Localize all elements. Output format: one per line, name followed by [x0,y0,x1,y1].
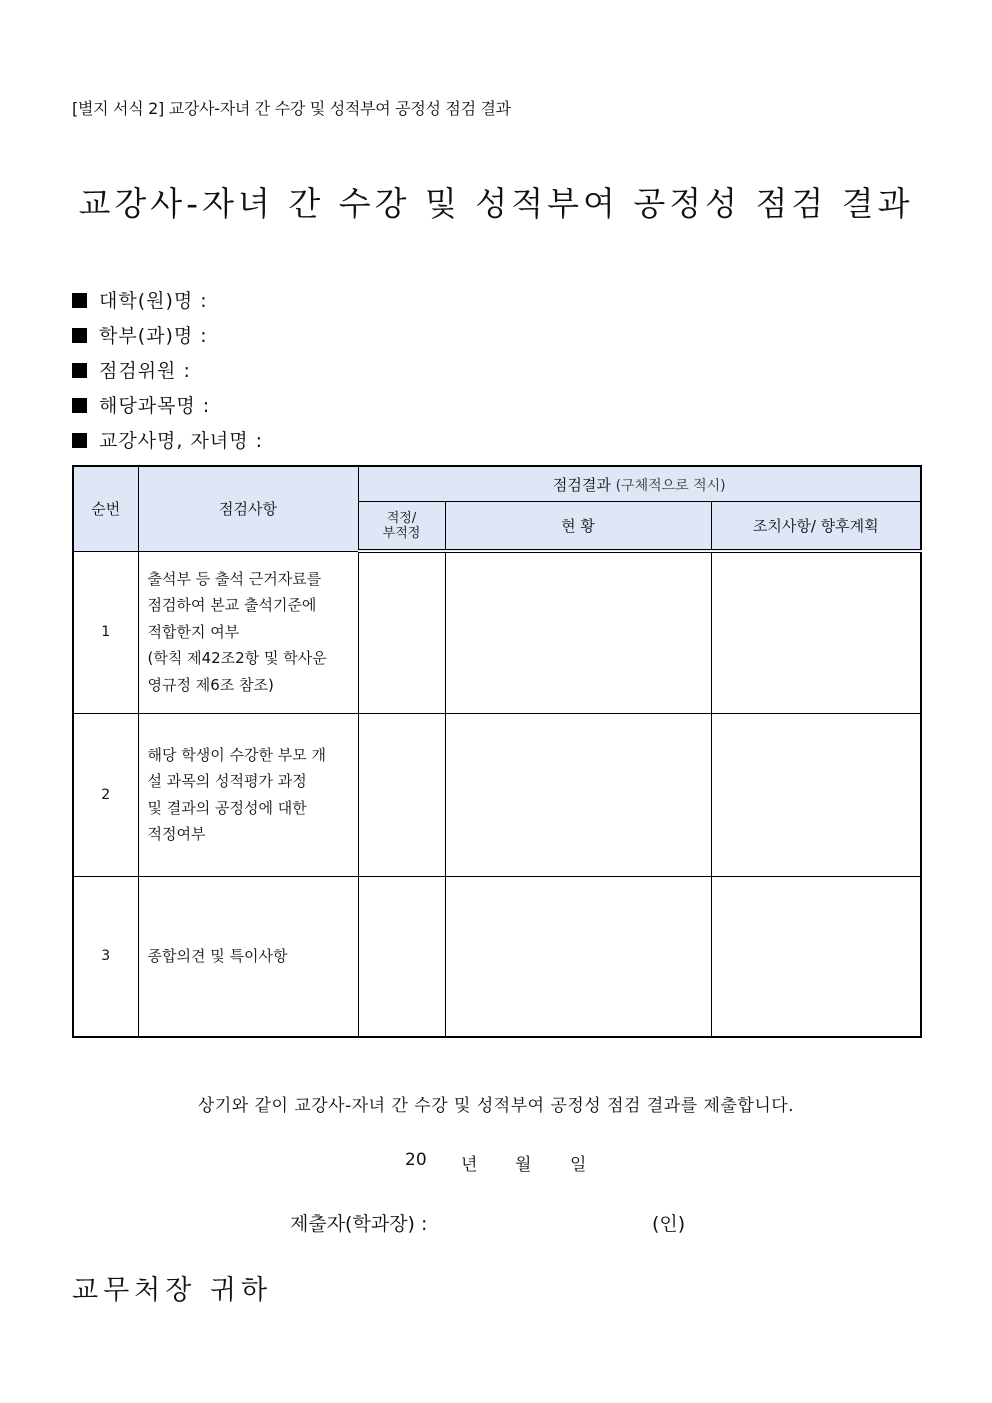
info-field-university [72,283,263,318]
info-field-label: 대학(원)명 : [99,289,208,312]
item-line: 및 결과의 공정성에 대한 [147,798,307,817]
info-field-instructor-child [72,423,263,458]
submission-statement: 상기와 같이 교강사-자녀 간 수강 및 성적부여 공정성 점검 결과를 제출합니다. [197,1096,795,1116]
row-check-item [138,876,358,1037]
date-day-label: 일 [570,1155,587,1175]
header-no: 순번 [73,466,138,551]
action-plan-cell[interactable] [711,876,921,1037]
table-row [73,876,921,1037]
row-check-item [138,713,358,876]
header-result [358,466,921,502]
info-field-inspector [72,353,263,388]
fit-cell[interactable] [358,551,445,713]
info-field-label: 교강사명, 자녀명 : [99,429,263,452]
info-field-course [72,388,263,423]
table-row [73,551,921,713]
item-line: (학칙 제42조2항 및 학사운 [147,649,327,668]
info-field-label: 해당과목명 : [99,394,211,417]
info-field-label: 학부(과)명 : [99,324,208,347]
item-line: 출석부 등 출석 근거자료를 [147,569,322,588]
row-number: 1 [73,551,138,713]
header-fit-line2: 부적정 [382,525,421,541]
square-bullet-icon [72,328,87,343]
info-field-list [72,283,263,458]
header-action-plan: 조치사항/ 향후계획 [711,502,921,552]
header-fit [358,502,445,552]
header-fit-line1: 적정/ [386,510,417,526]
info-field-label: 점검위원 : [99,359,191,382]
info-field-department [72,318,263,353]
inspection-table [72,465,922,1038]
square-bullet-icon [72,398,87,413]
header-result-label: 점검결과 [552,475,611,494]
item-line: 적정여부 [147,825,206,843]
addressee: 교무처장 귀하 [72,1275,273,1306]
form-label: [별지 서식 2] 교강사-자녀 간 수강 및 성적부여 공정성 점검 결과 [72,99,511,118]
date-month-label: 월 [515,1155,532,1175]
header-status: 현 황 [445,502,711,552]
fit-cell[interactable] [358,876,445,1037]
row-number: 2 [73,713,138,876]
fit-cell[interactable] [358,713,445,876]
item-line: 점검하여 본교 출석기준에 [147,596,317,615]
action-plan-cell[interactable] [711,551,921,713]
item-line: 적합한지 여부 [147,622,240,641]
row-number: 3 [73,876,138,1037]
status-cell[interactable] [445,551,711,713]
row-check-item [138,551,358,713]
square-bullet-icon [72,293,87,308]
header-check-item: 점검사항 [138,466,358,551]
date-year-label: 년 [461,1155,478,1175]
header-result-note: (구체적으로 적시) [615,477,726,494]
date-year-prefix: 20 [405,1150,427,1170]
status-cell[interactable] [445,876,711,1037]
item-line: 해당 학생이 수강한 부모 개 [147,745,326,764]
document-title: 교강사-자녀 간 수강 및 성적부여 공정성 점검 결과 [78,184,914,223]
action-plan-cell[interactable] [711,713,921,876]
item-line: 영규정 제6조 참조) [147,675,274,694]
item-line: 설 과목의 성적평가 과정 [147,772,307,790]
square-bullet-icon [72,433,87,448]
seal-mark: (인) [652,1213,686,1235]
table-row [73,713,921,876]
square-bullet-icon [72,363,87,378]
status-cell[interactable] [445,713,711,876]
submitter-label: 제출자(학과장) : [290,1213,428,1235]
item-line: 종합의견 및 특이사항 [147,947,288,965]
